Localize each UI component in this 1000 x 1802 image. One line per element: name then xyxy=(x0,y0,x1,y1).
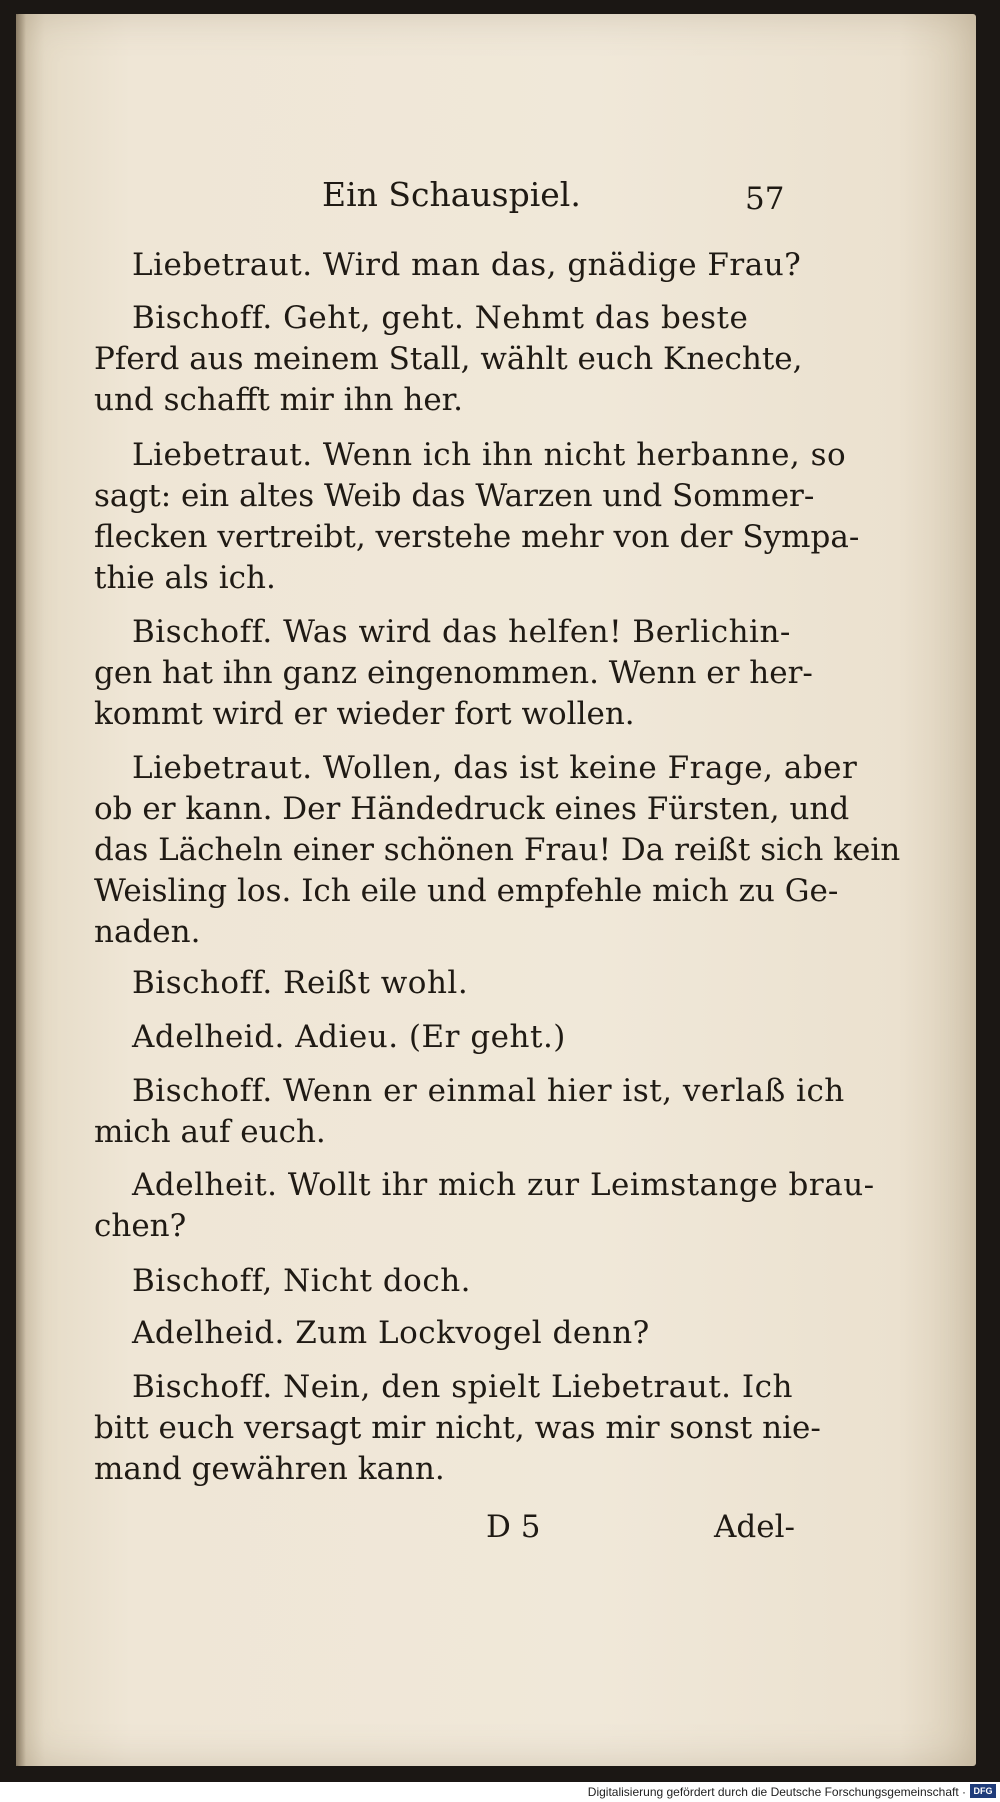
text-line: kommt wird er wieder fort wollen. xyxy=(94,696,635,732)
text-line: Bischoff. Wenn er einmal hier ist, verlaß ich xyxy=(132,1073,845,1109)
text-line: Bischoff. Reißt wohl. xyxy=(132,965,469,1001)
text-line: bitt euch versagt mir nicht, was mir sonst nie- xyxy=(94,1410,821,1446)
text-line: ob er kann. Der Händedruck eines Fürsten, und xyxy=(94,791,850,827)
text-line: gen hat ihn ganz eingenommen. Wenn er her- xyxy=(94,655,813,691)
text-line: chen? xyxy=(94,1208,187,1244)
text-line: Adelheid. Adieu. (Er geht.) xyxy=(132,1019,566,1055)
text-line: Liebetraut. Wollen, das ist keine Frage, aber xyxy=(132,750,858,786)
text-line: naden. xyxy=(94,914,201,950)
catchword: Adel- xyxy=(714,1509,795,1545)
text-line: Bischoff. Geht, geht. Nehmt das beste xyxy=(132,300,749,336)
text-line: Bischoff, Nicht doch. xyxy=(132,1263,472,1299)
credit-text: Digitalisierung gefördert durch die Deutsche Forschungsgemeinschaft · xyxy=(587,1785,966,1799)
text-line: Bischoff. Nein, den spielt Liebetraut. Ich xyxy=(132,1369,793,1405)
text-line: Pferd aus meinem Stall, wählt euch Knechte, xyxy=(94,341,803,377)
text-line: flecken vertreibt, verstehe mehr von der Sympa- xyxy=(94,519,860,555)
text-line: Adelheit. Wollt ihr mich zur Leimstange brau- xyxy=(132,1167,875,1203)
text-line: mich auf euch. xyxy=(94,1114,326,1150)
text-line: Bischoff. Was wird das helfen! Berlichin- xyxy=(132,614,791,650)
credit-bar xyxy=(0,1782,1000,1802)
text-line: Liebetraut. Wenn ich ihn nicht herbanne, so xyxy=(132,437,847,473)
page-text xyxy=(94,0,901,1560)
signature-mark: D 5 xyxy=(486,1509,541,1545)
running-title: Ein Schauspiel. xyxy=(322,175,581,214)
page-number: 57 xyxy=(745,181,785,217)
text-line: und schafft mir ihn her. xyxy=(94,382,463,418)
text-line: mand gewähren kann. xyxy=(94,1451,445,1487)
text-line: Weisling los. Ich eile und empfehle mich zu Ge- xyxy=(94,873,839,909)
text-line: Liebetraut. Wird man das, gnädige Frau? xyxy=(132,247,802,283)
text-line: sagt: ein altes Weib das Warzen und Sommer- xyxy=(94,478,815,514)
text-line: Adelheid. Zum Lockvogel denn? xyxy=(132,1315,650,1351)
text-line: das Lächeln einer schönen Frau! Da reißt sich kein xyxy=(94,832,901,868)
dfg-logo: DFG xyxy=(970,1784,996,1798)
page-edge-shadow xyxy=(16,14,26,1766)
text-line: thie als ich. xyxy=(94,560,276,596)
